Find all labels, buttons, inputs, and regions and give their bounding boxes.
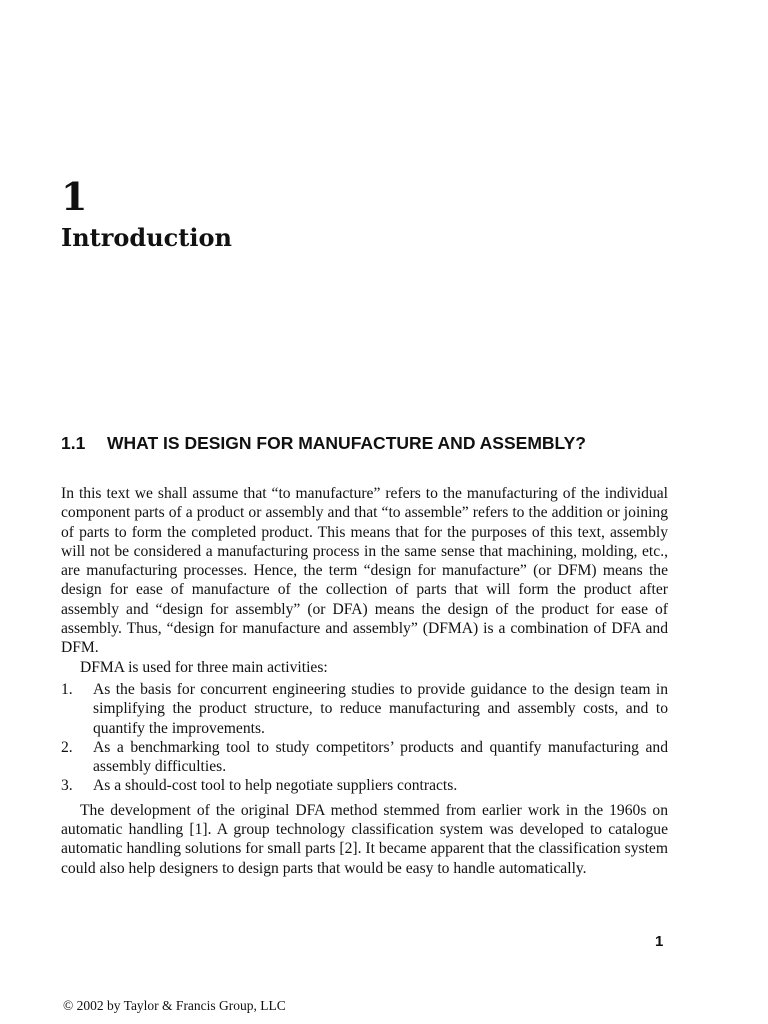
list-item-text: As a benchmarking tool to study competitors’ products and quantify manufacturing and assembly difficulties. — [93, 738, 668, 776]
list-item — [61, 680, 668, 738]
section-heading — [61, 432, 681, 454]
section-title: WHAT IS DESIGN FOR MANUFACTURE AND ASSEMBLY? — [107, 433, 586, 453]
activities-list — [61, 680, 668, 796]
list-item — [61, 738, 668, 777]
paragraph-intro: In this text we shall assume that “to manufacture” refers to the manufacturing of the individual component parts of a product or assembly and that “to assemble” refers to the addition or joining of parts to form the completed product. This means that for the purposes of this text, assembly will not be considered a manufacturing process in the same sense that machining, molding, etc., are manufacturing processes. Hence, the term “design for manufacture” (or DFM) means the design for ease of manufacture of the collection of parts that will form the product after assembly and “design for assembly” (or DFA) means the design of the product for ease of assembly. Thus, “design for manufacture and assembly” (DFMA) is a combination of DFA and DFM. — [61, 485, 668, 657]
list-marker: 3. — [61, 777, 73, 795]
list-marker: 2. — [61, 738, 73, 756]
page-number: 1 — [655, 933, 664, 950]
chapter-title: Introduction — [61, 223, 232, 252]
list-item-text: As a should-cost tool to help negotiate suppliers contracts. — [93, 777, 458, 795]
list-item — [61, 776, 668, 795]
list-marker: 1. — [61, 680, 73, 698]
section-number: 1.1 — [61, 433, 86, 453]
copyright-notice: © 2002 by Taylor & Francis Group, LLC — [63, 998, 286, 1013]
paragraph-dfa-history: The development of the original DFA method stemmed from earlier work in the 1960s on automatic handling [1]. A group technology classification system was developed to catalogue automatic handling solutions for small parts [2]. It became apparent that the classification system could also help designers to design parts that would be easy to handle automatically. — [61, 801, 668, 877]
paragraph-activities-lead: DFMA is used for three main activities: — [80, 658, 328, 676]
list-item-text: As the basis for concurrent engineering studies to provide guidance to the design team in simplifying the product structure, to reduce manufacturing and assembly costs, and to quantify the improvements. — [93, 680, 668, 737]
body-text — [61, 484, 668, 878]
chapter-number: 1 — [61, 174, 88, 219]
